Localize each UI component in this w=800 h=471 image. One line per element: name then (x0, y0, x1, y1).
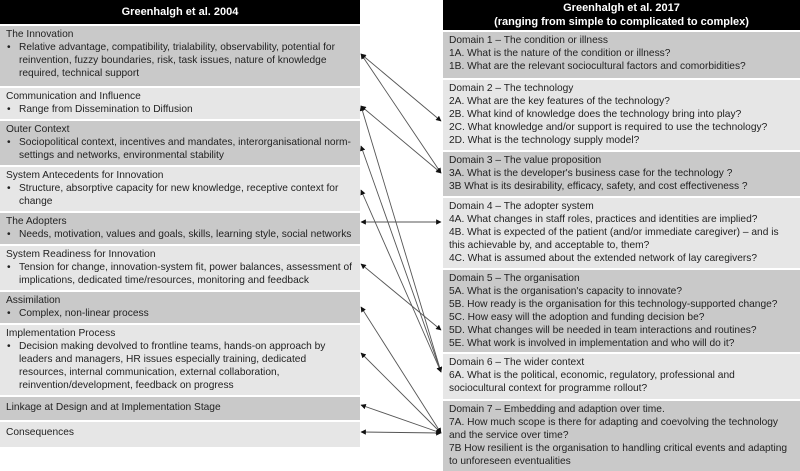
arrow-assimilation-domain7 (361, 307, 441, 433)
right-domain-4: Domain 4 – The adopter system 4A. What changes in staff roles, practices and identities are implied? 4B. What is expected of the patient (and/or immediate caregiver) – and is this achievable by, and acceptable to, them? 4C. What is assumed about the extended network of lay caregivers? (443, 196, 800, 268)
right-domain-2: Domain 2 – The technology 2A. What are the key features of the technology? 2B. What kind of knowledge does the technology bring into play? 2C. What knowledge and/or support is required to use the technology? 2D. What is the technology supply model? (443, 78, 800, 150)
arrow-outer-context-domain6 (361, 146, 441, 372)
right-domain-7: Domain 7 – Embedding and adaption over time. 7A. How much scope is there for adapting and coevolving the technology and the service over time? 7B How resilient is the organisation to handling critical events and adapting to unforeseen eventualities (443, 399, 800, 471)
left-item-outer-context: Outer Context • Sociopolitical context, incentives and mandates, interorganisational norm-settings and networks, environmental stability (0, 119, 360, 165)
left-column-greenhalgh-2004 (0, 0, 360, 447)
left-item-system-readiness: System Readiness for Innovation • Tension for change, innovation-system fit, power balances, assessment of implications, dedicated time/resources, monitoring and feedback (0, 244, 360, 290)
arrow-communication-domain3 (361, 106, 441, 173)
right-header: Greenhalgh et al. 2017 (ranging from simple to complicated to complex) (443, 0, 800, 30)
left-item-communication: Communication and Influence • Range from Dissemination to Diffusion (0, 86, 360, 119)
arrow-implementation-domain7 (361, 353, 441, 433)
left-item-implementation-process: Implementation Process • Decision making devolved to frontline teams, hands-on approach by leaders and managers, HR issues especially training, dedicated resources, internal communication, external collaboration, reinvention/development, feedback on progress (0, 323, 360, 395)
arrow-communication-domain6 (361, 106, 441, 372)
left-item-innovation: The Innovation • Relative advantage, compatibility, trialability, observability, potential for reinvention, fuzzy boundaries, risk, task issues, nature of knowledge required, technical support (0, 24, 360, 86)
left-header: Greenhalgh et al. 2004 (0, 0, 360, 24)
left-item-assimilation: Assimilation • Complex, non-linear process (0, 290, 360, 323)
arrow-readiness-domain5 (361, 264, 441, 330)
left-item-system-antecedents: System Antecedents for Innovation • Structure, absorptive capacity for new knowledge, receptive context for change (0, 165, 360, 211)
left-item-adopters: The Adopters • Needs, motivation, values and goals, skills, learning style, social networks (0, 211, 360, 244)
right-column-greenhalgh-2017 (443, 0, 800, 471)
right-domain-3: Domain 3 – The value proposition 3A. What is the developer's business case for the technology ? 3B What is its desirability, efficacy, safety, and cost effectiveness ? (443, 150, 800, 196)
arrow-linkage-domain7 (361, 405, 441, 433)
right-domain-5: Domain 5 – The organisation 5A. What is the organisation's capacity to innovate? 5B. How ready is the organisation for this technology-supported change? 5C. How easy will the adoption and funding decision be? 5D. What changes will be needed in team interactions and routines? 5E. What work is involved in implementation and who will do it? (443, 268, 800, 352)
arrow-innovation-domain2 (361, 54, 441, 121)
arrow-system-antecedents-domain6 (361, 190, 441, 372)
left-item-consequences: Consequences (0, 420, 360, 447)
right-domain-1: Domain 1 – The condition or illness 1A. What is the nature of the condition or illness? 1B. What are the relevant sociocultural factors and comorbidities? (443, 30, 800, 78)
left-item-linkage: Linkage at Design and at Implementation Stage (0, 395, 360, 420)
arrow-consequences-domain7 (361, 432, 441, 433)
right-domain-6: Domain 6 – The wider context 6A. What is the political, economic, regulatory, professional and sociocultural context for programme rollout? (443, 352, 800, 399)
arrow-innovation-domain3 (361, 54, 441, 173)
